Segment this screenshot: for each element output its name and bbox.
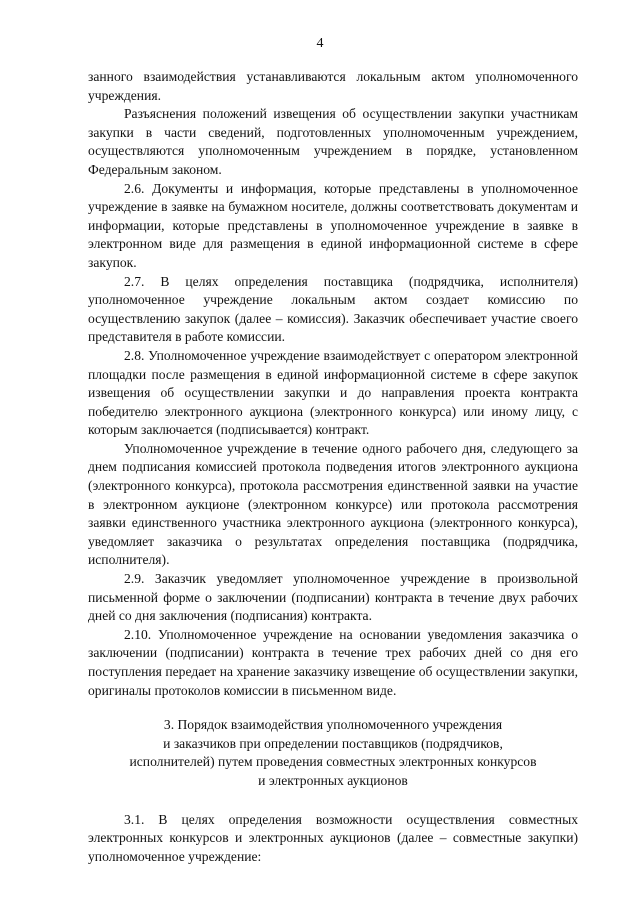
section-heading-line: и электронных аукционов <box>258 772 408 788</box>
paragraph-continuation: занного взаимодействия устанавливаются локальным актом уполномоченного учреждения. <box>88 69 578 103</box>
page-number: 4 <box>316 36 324 51</box>
paragraph-2-9: 2.9. Заказчик уведомляет уполномоченное учреждение в произвольной письменной форме о заключении (подписании) контракта в течение двух рабочих дней со дня заключения (подписания) контракта. <box>88 571 578 624</box>
paragraph-clarifications: Разъяснения положений извещения об осуществлении закупки участникам закупки в части сведений, подготовленных уполномоченным учреждением, осуществляются уполномоченным учреждением в порядке, установленном Федеральным законом. <box>88 106 578 177</box>
section-heading-line: и заказчиков при определении поставщиков (подрядчиков, <box>163 735 503 751</box>
paragraph-2-8: 2.8. Уполномоченное учреждение взаимодействует с оператором электронной площадки после размещения в единой информационной системе в сфере закупок извещения об осуществлении закупки и до направления проекта контракта победителю электронного аукциона (электронного конкурса) или иному лицу, с которым заключается (подписывается) контракт. <box>88 347 578 438</box>
document-body <box>88 68 578 866</box>
section-heading-line: 3. Порядок взаимодействия уполномоченного учреждения <box>163 717 503 733</box>
paragraph-notification: Уполномоченное учреждение в течение одного рабочего дня, следующего за днем подписания комиссией протокола подведения итогов электронного аукциона (электронного конкурса), протокола рассмотрения единственной заявки на участие в электронном аукционе (электронном конкурсе) или протокола рассмотрения заявки единственного участника электронного аукциона (электронного конкурса), уведомляет заказчика о результатах определения поставщика (подрядчика, исполнителя). <box>88 440 578 568</box>
section-heading-line: исполнителей) путем проведения совместных электронных конкурсов <box>129 754 537 770</box>
paragraph-2-6: 2.6. Документы и информация, которые представлены в уполномоченное учреждение в заявке на бумажном носителе, должны соответствовать документам и информации, которые представлены в уполномоченное учреждение в заявке в электронном виде для размещения в единой информационной системе в сфере закупок. <box>88 180 578 270</box>
paragraph-2-10: 2.10. Уполномоченное учреждение на основании уведомления заказчика о заключении (подписании) контракта в течение трех рабочих дней со дня его поступления передает на хранение заказчику извещение об осуществлении закупки, оригиналы протоколов комиссии в письменном виде. <box>88 626 578 698</box>
section-heading <box>88 716 578 790</box>
paragraph-3-1: 3.1. В целях определения возможности осуществления совместных электронных конкурсов и электронных аукционов (далее – совместные закупки) уполномоченное учреждение: <box>88 811 578 864</box>
paragraph-2-7: 2.7. В целях определения поставщика (подрядчика, исполнителя) уполномоченное учреждение локальным актом создает комиссию по осуществлению закупок (далее – комиссия). Заказчик обеспечивает участие своего представителя в работе комиссии. <box>88 273 578 345</box>
